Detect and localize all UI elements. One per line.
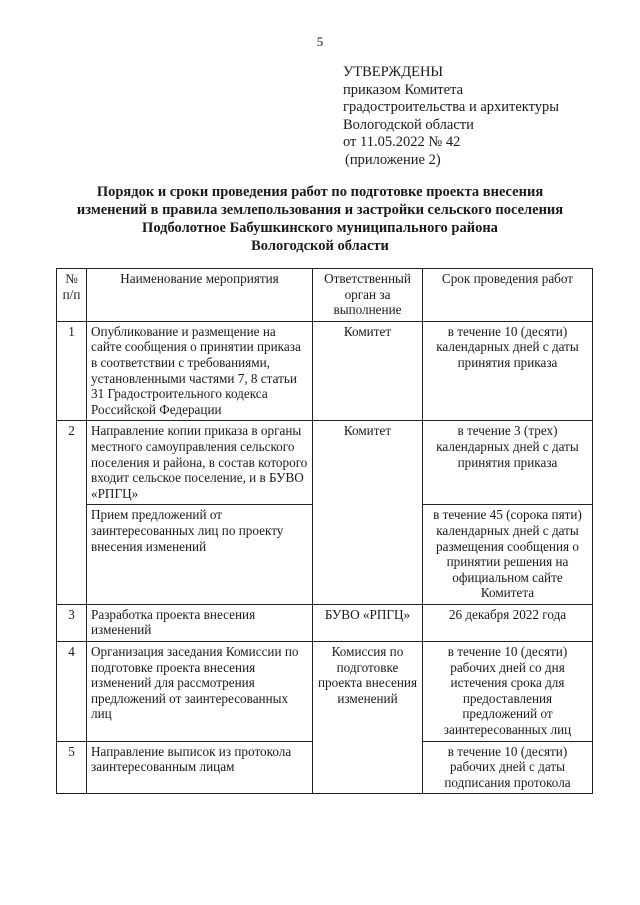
page-number: 5 — [316, 34, 324, 49]
title-line: Вологодской области — [251, 238, 389, 254]
approval-line: УТВЕРЖДЕНЫ — [343, 64, 444, 80]
row-org: БУВО «РПГЦ» — [313, 604, 423, 641]
title-line: Порядок и сроки проведения работ по подготовке проекта внесения — [96, 184, 544, 200]
row-name: Направление копии приказа в органы местного самоуправления сельского поселения и района, в состав которого входит сельское поселение, и в БУВО «РПГЦ» — [87, 421, 313, 505]
schedule-table — [56, 268, 593, 794]
header-term: Срок проведения работ — [423, 269, 593, 322]
row-name: Направление выписок из протокола заинтересованным лицам — [87, 741, 313, 794]
table-row — [57, 642, 593, 742]
row-num: 1 — [57, 321, 87, 421]
row-term: в течение 10 (десяти) календарных дней с даты принятия приказа — [423, 321, 593, 421]
header-org: Ответственный орган за выполнение — [313, 269, 423, 322]
row-num: 5 — [57, 741, 87, 794]
row-term: в течение 45 (сорока пяти) календарных дней с даты размещения сообщения о принятии решения на официальном сайте Комитета — [423, 505, 593, 605]
title-line: Подболотное Бабушкинского муниципального района — [142, 220, 498, 236]
row-org: Комитет — [313, 421, 423, 605]
row-org: Комитет — [313, 321, 423, 421]
row-org: Комиссия по подготовке проекта внесения изменений — [313, 642, 423, 794]
header-name: Наименование мероприятия — [87, 269, 313, 322]
approval-line: приказом Комитета — [343, 81, 464, 98]
approval-stamp — [343, 64, 559, 169]
header-num: № п/п — [57, 269, 87, 322]
title-line: изменений в правила землепользования и застройки сельского поселения — [76, 202, 564, 218]
table-header-row — [57, 269, 593, 322]
table-row — [57, 421, 593, 505]
approval-line: градостроительства и архитектуры — [343, 99, 560, 115]
table-row — [57, 604, 593, 641]
document-title — [60, 183, 580, 255]
row-name: Организация заседания Комиссии по подготовке проекта внесения изменений для рассмотрения предложений от заинтересованных лиц — [87, 642, 313, 742]
row-name: Разработка проекта внесения изменений — [87, 604, 313, 641]
row-name: Опубликование и размещение на сайте сообщения о принятии приказа в соответствии с требованиями, установленными частями 7, 8 статьи 31 Градостроительного кодекса Российской Федерации — [87, 321, 313, 421]
approval-line: от 11.05.2022 № 42 — [343, 134, 461, 150]
row-term: 26 декабря 2022 года — [423, 604, 593, 641]
row-term: в течение 10 (десяти) рабочих дней с даты подписания протокола — [423, 741, 593, 794]
approval-line: (приложение 2) — [345, 151, 441, 168]
row-name: Прием предложений от заинтересованных лиц по проекту внесения изменений — [87, 505, 313, 605]
row-term: в течение 10 (десяти) рабочих дней со дня истечения срока для предоставления предложений от заинтересованных лиц — [423, 642, 593, 742]
row-num: 2 — [57, 421, 87, 605]
row-num: 4 — [57, 642, 87, 742]
row-num: 3 — [57, 604, 87, 641]
row-term: в течение 3 (трех) календарных дней с даты принятия приказа — [423, 421, 593, 505]
table-row — [57, 321, 593, 421]
approval-line: Вологодской области — [343, 116, 474, 133]
